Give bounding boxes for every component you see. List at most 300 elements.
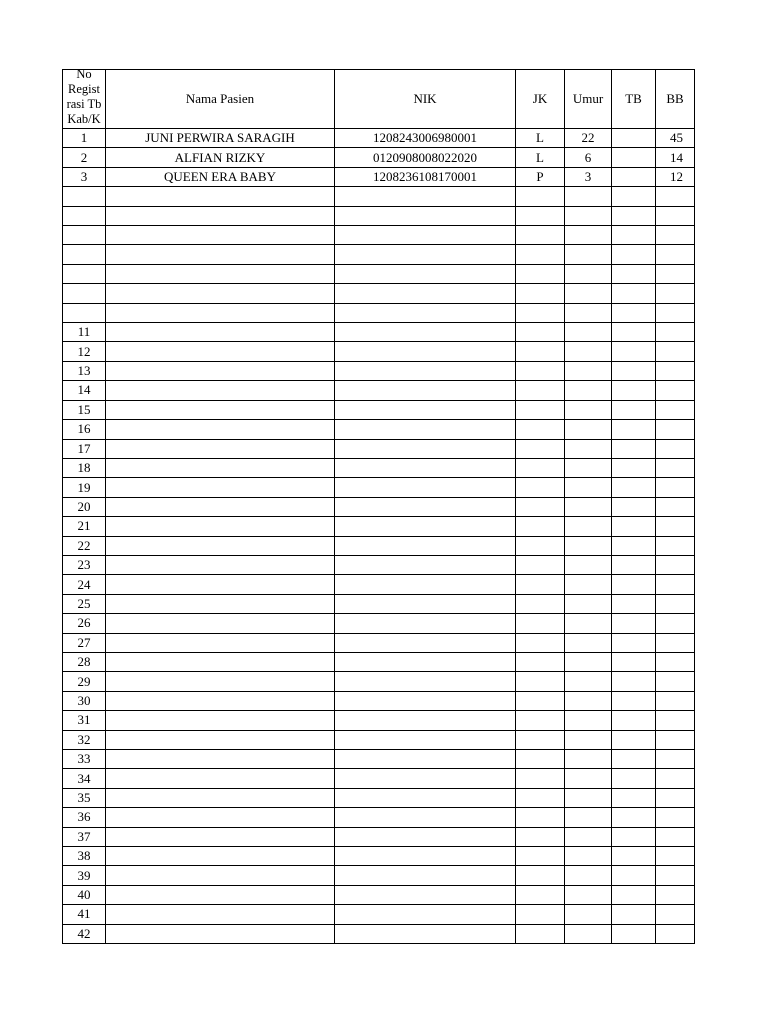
registration-header-line: rasi Tb (66, 97, 102, 111)
sex-cell (516, 788, 565, 807)
table-row (63, 614, 695, 633)
height-cell (612, 167, 656, 186)
height-cell (612, 614, 656, 633)
table-row (63, 323, 695, 342)
height-cell (612, 381, 656, 400)
height-cell (612, 497, 656, 516)
weight-cell (656, 575, 695, 594)
nik-cell (335, 555, 516, 574)
table-row (63, 226, 695, 245)
sex-cell (516, 536, 565, 555)
nik-cell (335, 497, 516, 516)
height-cell (612, 924, 656, 943)
row-number-cell: 41 (63, 905, 106, 924)
row-number-cell: 23 (63, 555, 106, 574)
height-header: TB (612, 70, 656, 129)
row-number-cell: 31 (63, 711, 106, 730)
age-cell (565, 342, 612, 361)
table-row (63, 788, 695, 807)
patient-name-cell (106, 284, 335, 303)
weight-cell (656, 497, 695, 516)
patient-name-cell (106, 594, 335, 613)
height-cell (612, 361, 656, 380)
weight-cell (656, 691, 695, 710)
nik-cell (335, 381, 516, 400)
height-cell (612, 750, 656, 769)
row-number-cell: 42 (63, 924, 106, 943)
weight-cell (656, 905, 695, 924)
weight-cell (656, 652, 695, 671)
height-cell (612, 264, 656, 283)
nik-cell (335, 672, 516, 691)
table-row (63, 536, 695, 555)
weight-cell (656, 206, 695, 225)
height-cell (612, 885, 656, 904)
nik-cell: 0120908008022020 (335, 148, 516, 167)
patient-name-cell (106, 866, 335, 885)
age-cell (565, 633, 612, 652)
age-cell (565, 866, 612, 885)
height-cell (612, 226, 656, 245)
sex-cell (516, 905, 565, 924)
weight-cell (656, 594, 695, 613)
row-number-cell: 21 (63, 517, 106, 536)
sex-cell (516, 342, 565, 361)
sex-cell (516, 303, 565, 322)
nik-header: NIK (335, 70, 516, 129)
age-cell (565, 517, 612, 536)
patient-name-cell (106, 711, 335, 730)
age-cell (565, 885, 612, 904)
nik-cell (335, 827, 516, 846)
table-row (63, 167, 695, 186)
age-cell (565, 555, 612, 574)
nik-cell (335, 264, 516, 283)
weight-cell (656, 303, 695, 322)
nik-cell: 1208243006980001 (335, 129, 516, 148)
nik-cell (335, 226, 516, 245)
age-cell (565, 497, 612, 516)
height-cell (612, 129, 656, 148)
height-cell (612, 458, 656, 477)
sex-cell (516, 750, 565, 769)
patient-name-cell (106, 788, 335, 807)
row-number-cell (63, 187, 106, 206)
nik-cell (335, 439, 516, 458)
row-number-cell (63, 284, 106, 303)
table-row (63, 342, 695, 361)
row-number-cell: 1 (63, 129, 106, 148)
nik-cell (335, 691, 516, 710)
table-row (63, 439, 695, 458)
weight-cell (656, 885, 695, 904)
weight-cell (656, 633, 695, 652)
height-cell (612, 517, 656, 536)
patient-name-cell (106, 672, 335, 691)
height-cell (612, 245, 656, 264)
row-number-cell: 24 (63, 575, 106, 594)
row-number-cell: 19 (63, 478, 106, 497)
height-cell (612, 711, 656, 730)
sex-cell (516, 924, 565, 943)
row-number-cell: 27 (63, 633, 106, 652)
patient-name-cell (106, 303, 335, 322)
table-row (63, 206, 695, 225)
weight-cell (656, 614, 695, 633)
nik-cell (335, 420, 516, 439)
sex-cell (516, 555, 565, 574)
row-number-cell: 14 (63, 381, 106, 400)
nik-cell (335, 517, 516, 536)
nik-cell: 1208236108170001 (335, 167, 516, 186)
nik-cell (335, 400, 516, 419)
sex-cell (516, 420, 565, 439)
table-row (63, 361, 695, 380)
age-cell (565, 458, 612, 477)
row-number-cell: 35 (63, 788, 106, 807)
patient-name-cell (106, 439, 335, 458)
height-cell (612, 439, 656, 458)
row-number-cell: 22 (63, 536, 106, 555)
age-cell (565, 245, 612, 264)
sex-cell (516, 226, 565, 245)
height-cell (612, 769, 656, 788)
weight-cell (656, 730, 695, 749)
row-number-cell: 37 (63, 827, 106, 846)
weight-cell (656, 769, 695, 788)
table-row (63, 497, 695, 516)
height-cell (612, 652, 656, 671)
sex-header: JK (516, 70, 565, 129)
height-cell (612, 866, 656, 885)
patient-name-cell (106, 323, 335, 342)
sex-cell (516, 284, 565, 303)
height-cell (612, 788, 656, 807)
patient-name-cell (106, 924, 335, 943)
row-number-cell (63, 206, 106, 225)
sex-cell (516, 847, 565, 866)
nik-cell (335, 711, 516, 730)
sex-cell (516, 497, 565, 516)
weight-cell (656, 711, 695, 730)
patient-name-cell (106, 827, 335, 846)
sex-cell (516, 691, 565, 710)
weight-cell (656, 420, 695, 439)
table-row (63, 478, 695, 497)
age-cell (565, 361, 612, 380)
nik-cell (335, 594, 516, 613)
sex-cell: L (516, 148, 565, 167)
height-cell (612, 575, 656, 594)
row-number-cell: 3 (63, 167, 106, 186)
table-row (63, 652, 695, 671)
weight-cell: 12 (656, 167, 695, 186)
weight-cell (656, 536, 695, 555)
weight-cell (656, 517, 695, 536)
row-number-cell: 30 (63, 691, 106, 710)
nik-cell (335, 245, 516, 264)
sex-cell (516, 245, 565, 264)
patient-name-cell (106, 342, 335, 361)
weight-cell (656, 478, 695, 497)
age-cell (565, 905, 612, 924)
sex-cell (516, 672, 565, 691)
sex-cell (516, 381, 565, 400)
table-row (63, 594, 695, 613)
nik-cell (335, 750, 516, 769)
age-cell: 22 (565, 129, 612, 148)
nik-cell (335, 284, 516, 303)
nik-cell (335, 924, 516, 943)
height-cell (612, 633, 656, 652)
sex-cell (516, 400, 565, 419)
patient-name-cell (106, 517, 335, 536)
nik-cell (335, 905, 516, 924)
age-cell (565, 284, 612, 303)
row-number-cell: 36 (63, 808, 106, 827)
weight-cell (656, 323, 695, 342)
row-number-cell: 2 (63, 148, 106, 167)
age-cell (565, 711, 612, 730)
sex-cell (516, 187, 565, 206)
row-number-cell: 34 (63, 769, 106, 788)
sex-cell (516, 594, 565, 613)
table-row (63, 187, 695, 206)
registration-header-line: No (76, 69, 92, 81)
patient-name-cell (106, 652, 335, 671)
age-cell (565, 924, 612, 943)
nik-cell (335, 458, 516, 477)
age-cell (565, 691, 612, 710)
patient-name-cell (106, 614, 335, 633)
patient-name-cell (106, 400, 335, 419)
nik-cell (335, 652, 516, 671)
patient-name-cell (106, 847, 335, 866)
weight-cell (656, 342, 695, 361)
row-number-cell: 16 (63, 420, 106, 439)
patient-register-table (62, 69, 695, 944)
row-number-cell: 40 (63, 885, 106, 904)
registration-header-line: Kab/K (67, 112, 101, 126)
height-cell (612, 187, 656, 206)
sex-cell (516, 458, 565, 477)
patient-name-cell (106, 905, 335, 924)
table-row (63, 769, 695, 788)
nik-cell (335, 187, 516, 206)
weight-cell (656, 866, 695, 885)
row-number-cell: 17 (63, 439, 106, 458)
nik-cell (335, 866, 516, 885)
table-row (63, 400, 695, 419)
sex-cell (516, 711, 565, 730)
row-number-cell (63, 264, 106, 283)
table-row (63, 750, 695, 769)
nik-cell (335, 323, 516, 342)
weight-cell (656, 381, 695, 400)
patient-name-cell (106, 885, 335, 904)
age-cell (565, 808, 612, 827)
nik-cell (335, 633, 516, 652)
row-number-cell: 13 (63, 361, 106, 380)
age-cell (565, 420, 612, 439)
patient-name-cell (106, 245, 335, 264)
patient-name-cell (106, 555, 335, 574)
weight-cell (656, 750, 695, 769)
sex-cell (516, 264, 565, 283)
sex-cell (516, 885, 565, 904)
age-header: Umur (565, 70, 612, 129)
age-cell (565, 614, 612, 633)
nik-cell (335, 847, 516, 866)
weight-cell: 45 (656, 129, 695, 148)
age-cell (565, 750, 612, 769)
age-cell (565, 206, 612, 225)
age-cell (565, 594, 612, 613)
patient-name-cell (106, 497, 335, 516)
weight-cell (656, 788, 695, 807)
height-cell (612, 594, 656, 613)
row-number-cell: 26 (63, 614, 106, 633)
table-body (63, 129, 695, 944)
row-number-cell (63, 245, 106, 264)
sex-cell (516, 633, 565, 652)
sex-cell (516, 808, 565, 827)
table-row (63, 672, 695, 691)
sex-cell (516, 323, 565, 342)
age-cell: 6 (565, 148, 612, 167)
height-cell (612, 478, 656, 497)
age-cell (565, 187, 612, 206)
row-number-cell: 38 (63, 847, 106, 866)
table-row (63, 905, 695, 924)
height-cell (612, 400, 656, 419)
table-row (63, 264, 695, 283)
height-cell (612, 672, 656, 691)
row-number-cell: 33 (63, 750, 106, 769)
weight-cell (656, 827, 695, 846)
patient-name-cell (106, 575, 335, 594)
nik-cell (335, 478, 516, 497)
weight-cell (656, 439, 695, 458)
height-cell (612, 691, 656, 710)
nik-cell (335, 614, 516, 633)
height-cell (612, 206, 656, 225)
age-cell (565, 439, 612, 458)
nik-cell (335, 808, 516, 827)
age-cell (565, 536, 612, 555)
age-cell (565, 652, 612, 671)
row-number-cell: 29 (63, 672, 106, 691)
age-cell (565, 478, 612, 497)
row-number-cell: 39 (63, 866, 106, 885)
patient-name-cell (106, 808, 335, 827)
patient-name-cell (106, 478, 335, 497)
sex-cell (516, 652, 565, 671)
patient-name-cell (106, 769, 335, 788)
nik-cell (335, 206, 516, 225)
sex-cell (516, 827, 565, 846)
weight-cell (656, 284, 695, 303)
table-row (63, 866, 695, 885)
height-cell (612, 905, 656, 924)
table-row (63, 517, 695, 536)
patient-name-cell (106, 226, 335, 245)
row-number-cell: 11 (63, 323, 106, 342)
row-number-cell (63, 226, 106, 245)
weight-cell (656, 187, 695, 206)
patient-name-cell (106, 361, 335, 380)
row-number-cell: 32 (63, 730, 106, 749)
row-number-cell: 15 (63, 400, 106, 419)
patient-name-cell: JUNI PERWIRA SARAGIH (106, 129, 335, 148)
height-cell (612, 342, 656, 361)
height-cell (612, 730, 656, 749)
table-row (63, 284, 695, 303)
table-row (63, 885, 695, 904)
age-cell (565, 847, 612, 866)
table-row (63, 555, 695, 574)
sex-cell: L (516, 129, 565, 148)
weight-cell (656, 672, 695, 691)
sex-cell (516, 614, 565, 633)
table-row (63, 129, 695, 148)
row-number-cell: 20 (63, 497, 106, 516)
table-row (63, 245, 695, 264)
table-row (63, 847, 695, 866)
row-number-cell: 12 (63, 342, 106, 361)
age-cell: 3 (565, 167, 612, 186)
nik-cell (335, 885, 516, 904)
sex-cell (516, 866, 565, 885)
sex-cell (516, 517, 565, 536)
sex-cell (516, 206, 565, 225)
height-cell (612, 827, 656, 846)
weight-cell (656, 458, 695, 477)
patient-name-cell (106, 458, 335, 477)
sex-cell (516, 478, 565, 497)
sex-cell (516, 439, 565, 458)
registration-number-header (63, 70, 106, 129)
patient-name-cell (106, 691, 335, 710)
weight-cell (656, 924, 695, 943)
nik-cell (335, 361, 516, 380)
weight-cell (656, 361, 695, 380)
patient-name-cell: QUEEN ERA BABY (106, 167, 335, 186)
table-row (63, 420, 695, 439)
age-cell (565, 323, 612, 342)
table-row (63, 458, 695, 477)
sex-cell (516, 575, 565, 594)
weight-cell (656, 808, 695, 827)
sex-cell: P (516, 167, 565, 186)
row-number-cell: 18 (63, 458, 106, 477)
age-cell (565, 400, 612, 419)
patient-name-cell (106, 730, 335, 749)
height-cell (612, 847, 656, 866)
age-cell (565, 264, 612, 283)
nik-cell (335, 769, 516, 788)
table-row (63, 381, 695, 400)
height-cell (612, 555, 656, 574)
patient-name-cell (106, 633, 335, 652)
patient-name-cell (106, 381, 335, 400)
nik-cell (335, 303, 516, 322)
nik-cell (335, 788, 516, 807)
sex-cell (516, 769, 565, 788)
weight-cell (656, 400, 695, 419)
patient-name-cell (106, 206, 335, 225)
patient-name-cell (106, 187, 335, 206)
